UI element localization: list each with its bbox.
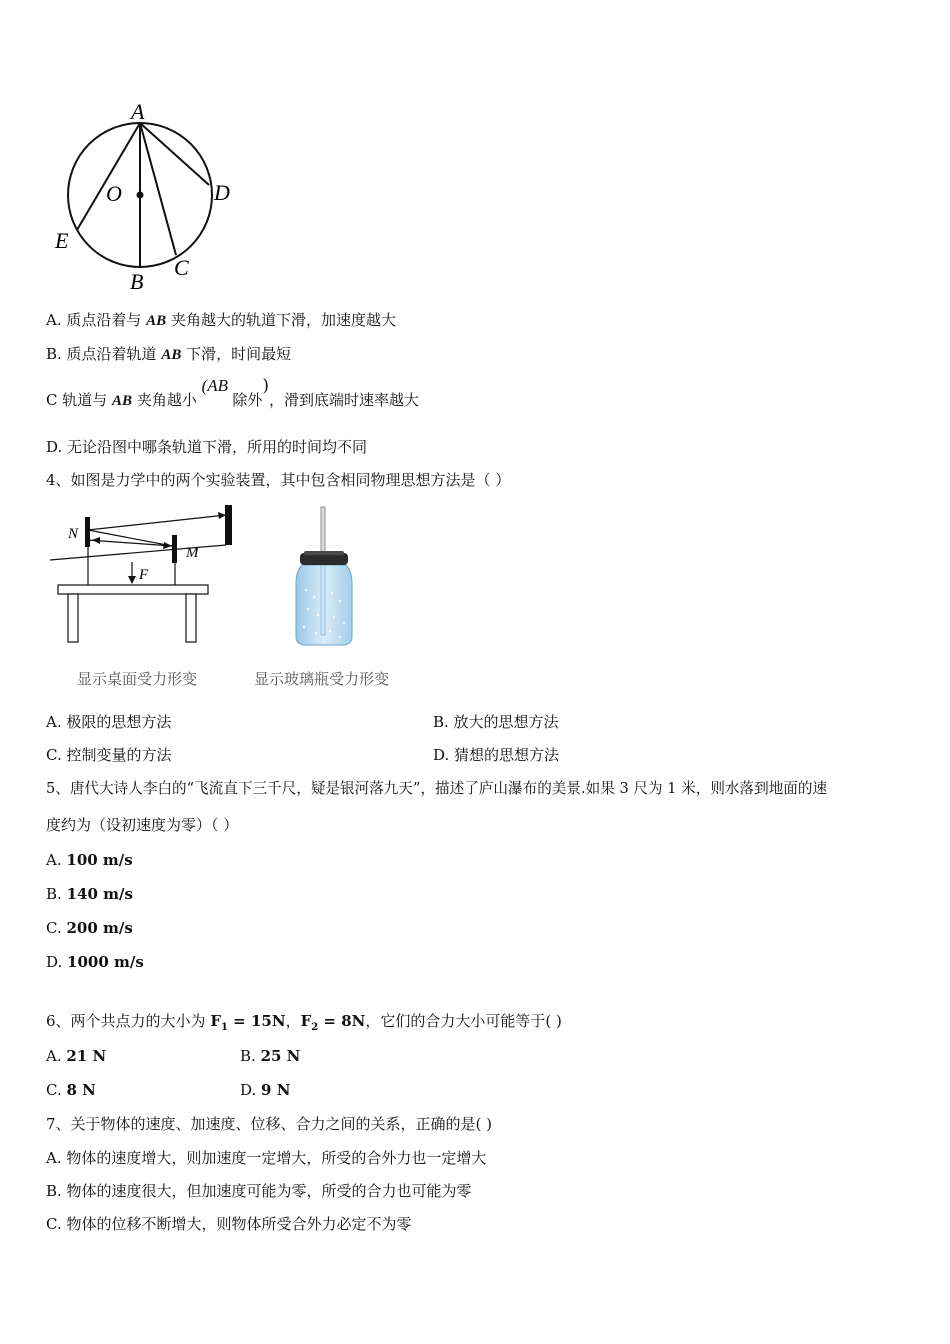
q3-option-b: B. 质点沿着轨道 AB 下滑，时间最短 (46, 345, 292, 363)
q5-stem-line1: 5、唐代大诗人李白的“飞流直下三千尺，疑是银河落九天”，描述了庐山瀑布的美景.如果 3 尺为 1 米，则水落到地面的速 (46, 780, 828, 797)
q6-option-b: B. 25 N (240, 1047, 301, 1065)
glass-bottle-figure (288, 505, 360, 650)
q6-option-c: C. 8 N (46, 1081, 96, 1099)
q3-option-d: D. 无论沿图中哪条轨道下滑，所用的时间均不同 (46, 438, 368, 456)
label-N: N (68, 526, 79, 542)
q3-option-a: A. 质点沿着与 AB 夹角越大的轨道下滑，加速度越大 (46, 311, 396, 329)
label-E: E (55, 228, 69, 253)
label-F: F (139, 567, 149, 583)
q5-option-d: D. 1000 m/s (46, 953, 144, 971)
q5-option-c: C. 200 m/s (46, 919, 133, 937)
q7-option-b: B. 物体的速度很大，但加速度可能为零，所受的合力也可能为零 (46, 1182, 472, 1200)
q7-option-a: A. 物体的速度增大，则加速度一定增大，所受的合外力也一定增大 (46, 1149, 487, 1167)
q4-stem: 4、如图是力学中的两个实验装置，其中包含相同物理思想方法是（ ） (46, 471, 511, 489)
q4-option-b: B. 放大的思想方法 (433, 713, 559, 731)
label-M: M (186, 545, 199, 561)
q6-stem: 6、两个共点力的大小为 $F_1 = 15N$，$F_2 = 8N$，它们的合力大小可能等于( ) (46, 1012, 562, 1033)
q4-option-c: C. 控制变量的方法 (46, 746, 172, 764)
label-O: O (106, 181, 122, 206)
caption-table: 显示桌面受力形变 (77, 670, 198, 688)
label-A: A (131, 99, 145, 124)
q5-option-b: B. 140 m/s (46, 885, 133, 903)
label-D: D (214, 180, 230, 205)
mirror-table-figure (48, 500, 248, 650)
q5-stem-line2: 度约为（设初速度为零）（ ） (46, 816, 239, 834)
q7-stem: 7、关于物体的速度、加速度、位移、合力之间的关系，正确的是( ) (46, 1115, 493, 1133)
q6-option-a: A. 21 N (46, 1047, 107, 1065)
circle-chords-figure (50, 95, 250, 295)
q4-option-a: A. 极限的思想方法 (46, 713, 172, 731)
label-B: B (130, 269, 144, 294)
caption-bottle: 显示玻璃瓶受力形变 (254, 670, 390, 688)
q7-option-c: C. 物体的位移不断增大，则物体所受合外力必定不为零 (46, 1215, 412, 1233)
label-C: C (174, 255, 189, 280)
q6-option-d: D. 9 N (240, 1081, 291, 1099)
q3-option-c: C 轨道与 AB 夹角越小 (AB 除外)，滑到底端时速率越大 (46, 376, 419, 409)
q4-option-d: D. 猜想的思想方法 (433, 746, 560, 764)
q5-option-a: A. 100 m/s (46, 851, 133, 869)
